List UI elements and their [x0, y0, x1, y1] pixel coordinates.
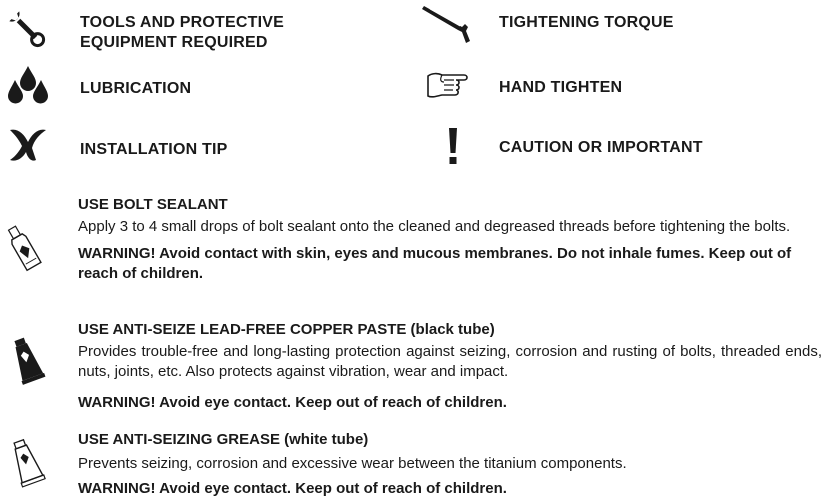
hand-icon [426, 70, 472, 102]
wrench-icon [6, 8, 48, 50]
legend-caution-label: CAUTION OR IMPORTANT [499, 139, 703, 156]
legend-tip-label: INSTALLATION TIP [80, 141, 228, 158]
legend-lubrication-label: LUBRICATION [80, 80, 192, 97]
logo-icon [8, 126, 48, 164]
section-warning: WARNING! Avoid eye contact. Keep out of reach of children. [78, 394, 507, 411]
legend-tools-line1: TOOLS AND PROTECTIVE [80, 14, 285, 31]
section-title: USE ANTI-SEIZE LEAD-FREE COPPER PASTE (black tube) [78, 321, 495, 338]
legend-torque-label: TIGHTENING TORQUE [499, 14, 674, 31]
legend-hand-label: HAND TIGHTEN [499, 79, 623, 96]
exclamation-icon [448, 128, 458, 166]
section-body: Apply 3 to 4 small drops of bolt sealant onto the cleaned and degreased threads before tightening the bolts. [78, 218, 791, 235]
section-copper-paste [78, 320, 822, 413]
torque-wrench-icon [422, 3, 474, 45]
section-title: USE ANTI-SEIZING GREASE (white tube) [78, 431, 369, 448]
drops-icon [6, 64, 50, 106]
section-warning: WARNING! Avoid contact with skin, eyes and mucous membranes. Do not inhale fumes. Keep out of reach of children. [78, 245, 792, 282]
legend-tools-line2: EQUIPMENT REQUIRED [80, 34, 268, 51]
black-tube-icon [8, 336, 46, 386]
legend-tools-label [80, 13, 284, 53]
section-warning: WARNING! Avoid eye contact. Keep out of reach of children. [78, 480, 507, 497]
section-anti-seizing-grease [78, 430, 822, 499]
section-sealant [78, 195, 822, 284]
sealant-bottle-icon [6, 223, 42, 275]
white-tube-icon [8, 438, 46, 490]
section-title: USE BOLT SEALANT [78, 196, 228, 213]
section-body: Provides trouble-free and long-lasting protection against seizing, corrosion and rusting of bolts, threaded ends, nuts, joints, etc. Also protects against vibration, wear and impact. [78, 343, 822, 380]
section-body: Prevents seizing, corrosion and excessive wear between the titanium components. [78, 455, 627, 472]
